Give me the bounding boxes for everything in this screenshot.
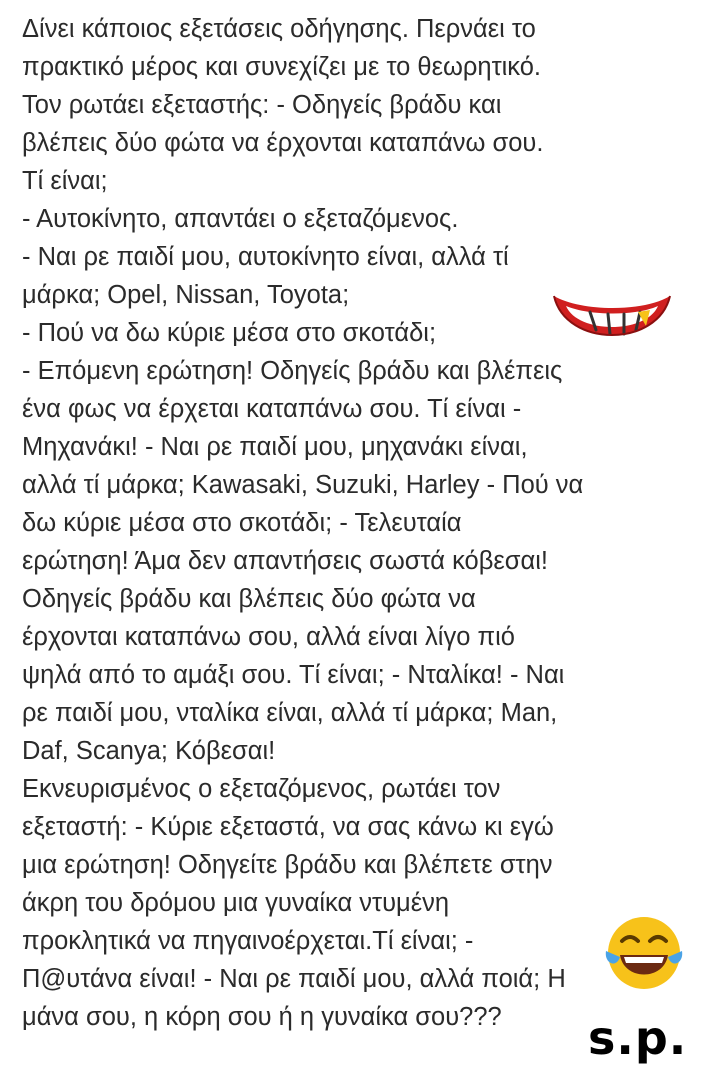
signature-watermark: s.p.: [588, 1011, 688, 1065]
text-line: Δίνει κάποιος εξετάσεις οδήγησης. Περνάει το: [22, 15, 536, 43]
text-line: - Επόμενη ερώτηση! Οδηγείς βράδυ και βλέπεις: [22, 357, 563, 385]
text-line: Τί είναι;: [22, 167, 108, 195]
text-line: Εκνευρισμένος ο εξεταζόμενος, ρωτάει τον: [22, 775, 501, 803]
text-line: - Αυτοκίνητο, απαντάει ο εξεταζόμενος.: [22, 205, 459, 233]
text-line: Τον ρωτάει εξεταστής: - Οδηγείς βράδυ και: [22, 91, 502, 119]
text-line: δω κύριε μέσα στο σκοτάδι; - Τελευταία: [22, 509, 462, 537]
text-line: μια ερώτηση! Οδηγείτε βράδυ και βλέπετε στην: [22, 851, 553, 879]
text-line: πρακτικό μέρος και συνεχίζει με το θεωρητικό.: [22, 53, 542, 81]
grimacing-face-icon: [548, 282, 676, 358]
text-line: βλέπεις δύο φώτα να έρχονται καταπάνω σου.: [22, 129, 544, 157]
text-line: αλλά τί μάρκα; Kawasaki, Suzuki, Harley - Πού να: [22, 471, 584, 499]
text-line: έρχονται καταπάνω σου, αλλά είναι λίγο πιό: [22, 623, 515, 651]
text-line: Μηχανάκι! - Ναι ρε παιδί μου, μηχανάκι είναι,: [22, 433, 528, 461]
tears-of-joy-face-icon: [602, 911, 686, 995]
text-line: Οδηγείς βράδυ και βλέπεις δύο φώτα να: [22, 585, 476, 613]
text-line: ψηλά από το αμάξι σου. Τί είναι; - Νταλίκα! - Ναι: [22, 661, 565, 689]
text-line: - Πού να δω κύριε μέσα στο σκοτάδι;: [22, 319, 437, 347]
text-line: μάρκα; Opel, Nissan, Toyota;: [22, 281, 350, 309]
text-line: ερώτηση! Άμα δεν απαντήσεις σωστά κόβεσαι!: [22, 547, 548, 575]
text-line: ένα φως να έρχεται καταπάνω σου. Τί είναι -: [22, 395, 522, 423]
text-line: εξεταστή: - Κύριε εξεταστά, να σας κάνω κι εγώ: [22, 813, 554, 841]
text-line: μάνα σου, η κόρη σου ή η γυναίκα σου???: [22, 1003, 502, 1031]
text-line: ρε παιδί μου, νταλίκα είναι, αλλά τί μάρκα; Man,: [22, 699, 558, 727]
text-line: Daf, Scanya; Κόβεσαι!: [22, 737, 276, 765]
text-line: άκρη του δρόμου μια γυναίκα ντυμένη: [22, 889, 450, 917]
text-line: προκλητικά να πηγαινοέρχεται.Τί είναι; -: [22, 927, 474, 955]
text-line: - Ναι ρε παιδί μου, αυτοκίνητο είναι, αλλά τί: [22, 243, 509, 271]
text-line: Π@υτάνα είναι! - Ναι ρε παιδί μου, αλλά ποιά; Η: [22, 965, 566, 993]
